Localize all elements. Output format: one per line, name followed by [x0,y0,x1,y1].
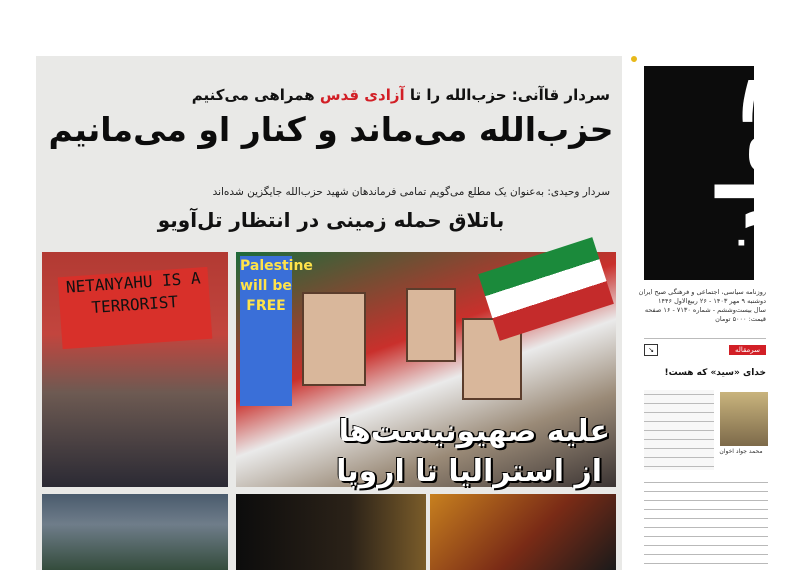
divider [644,338,766,339]
kicker [192,86,610,104]
photo-caption: از استرالیا تا اروپا [336,454,602,489]
issue-date: دوشنبه ۹ مهر ۱۴۰۳ - ۲۶ ربیع‌الاول ۱۴۴۶ [658,297,766,305]
kicker-text: سردار قاآنی: حزب‌الله را تا [404,86,610,104]
headline-subtitle: سردار وحیدی: به‌عنوان یک مطلع می‌گویم تمامی فرماندهان شهید حزب‌الله جایگزین شده‌اند [212,186,610,198]
logo-text: جوان [703,72,793,272]
kicker-highlight: آزادی قدس [319,86,405,104]
author-name: محمد جواد اخوان [719,448,763,455]
photo-rally[interactable] [236,252,616,487]
issue-number: سال بیست‌وششم - شماره ۷۱۳۰ - ۱۶ صفحه [644,306,766,314]
kicker-text-end: همراهی می‌کنیم [191,86,320,104]
column-text-continued [644,478,768,570]
column-title[interactable]: خدای «سید» که هست! [664,368,766,378]
column-text [644,390,714,470]
tagline: روزنامه سیاسی، اجتماعی و فرهنگی صبح ایران [638,288,766,296]
flag [478,237,614,341]
masthead-logo[interactable] [644,66,793,280]
photo-caption: علیه صهیونیست‌ها [338,414,610,449]
logo-dot [631,56,637,62]
photo-crowd[interactable] [42,494,228,570]
main-headline[interactable]: حزب‌الله می‌ماند و کنار او می‌مانیم [48,110,614,149]
section-tag: سرمقاله [729,345,766,355]
banner: Palestine will be FREE [240,256,292,406]
author-photo [720,392,768,446]
arrow-icon: ↘ [644,344,658,356]
photo-portraits[interactable] [236,494,426,570]
photo-mural[interactable] [430,494,616,570]
portrait-poster [406,288,456,362]
price: قیمت: ۵۰۰۰ تومان [715,315,766,323]
masthead-meta [634,288,766,324]
secondary-headline[interactable]: باتلاق حمله زمینی در انتظار تل‌آویو [157,208,505,232]
portrait-poster [302,292,366,386]
protest-sign: NETANYAHU IS A TERRORIST [58,267,213,349]
